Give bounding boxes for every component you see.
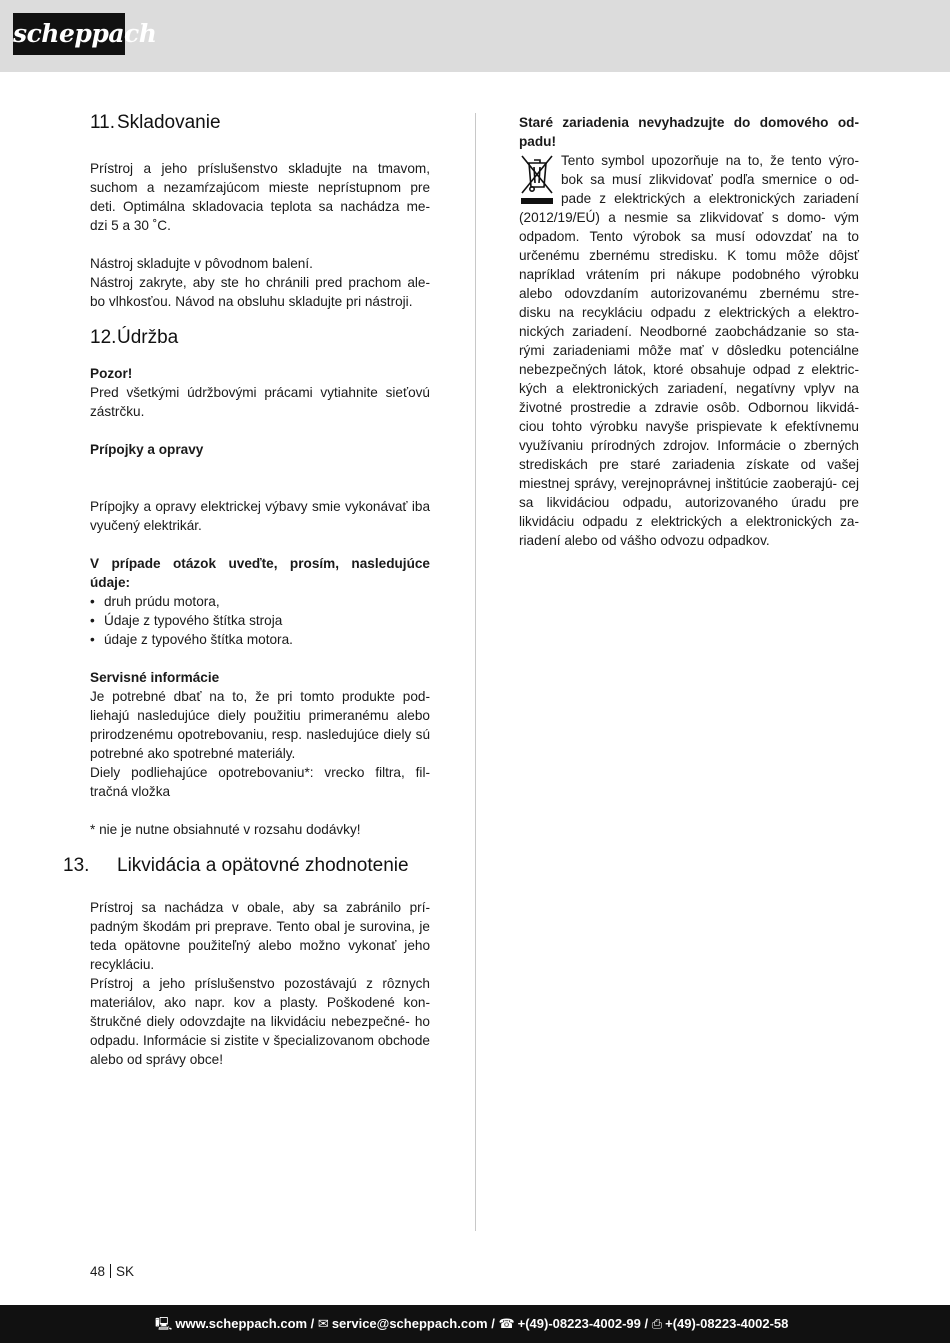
required-info-list — [90, 592, 430, 649]
list-item: • údaje z typového štítka motora. — [90, 630, 430, 649]
fax-number: +(49)-08223-4002-58 — [665, 1316, 789, 1331]
questions-heading: V prípade otázok uveďte, prosím, nasledujúce údaje: — [90, 556, 430, 590]
connections-text: Prípojky a opravy elektrickej výbavy smie vykonávať iba vyučený elektrikár. — [90, 499, 430, 533]
phone-number: +(49)-08223-4002-99 / — [517, 1316, 649, 1331]
storage-packaging-text: Nástroj skladujte v pôvodnom balení. — [90, 256, 313, 271]
page-footer — [0, 1305, 950, 1343]
weee-warning-heading: Staré zariadenia nevyhadzujte do domového od- padu! — [519, 115, 859, 149]
list-item: • Údaje z typového štítka stroja — [90, 611, 430, 630]
section-11-heading: 11. Skladovanie — [90, 112, 221, 133]
weee-description: Tento symbol upozorňuje na to, že tento výro- bok sa musí zlikvidovať podľa smernice o od- pade z elektrických a elektronických zariadení (2012/19/EÚ) a nesmie sa zlikvidovať s domo- vým odpadom. Tento výrobok sa musí odovzdať na to určenému zbernému stredisku. K tomu môže dôjsť napríklad vrátením pri nákupe podobného výrobku alebo odovzdaním autorizovanému zbernému stre- disku na recykláciu odpadu z elektrických a elektro- nických zariadení. Neodborné zaobchádzanie so sta- rými zariadeniami môže mať v dôsledku potenciálne nebezpečných látok, ktoré obsahuje odpad z elektric- kých a elektronických zariadení, negatívny vplyv na životné prostredie a zdravie osôb. Odbornou likvidá- ciou tohto výrobku navyše prispievate k efektívnemu využívaniu prírodných zdrojov. Informácie o zberných strediskách pre staré zariadenia získate od vašej miestnej správy, verejnoprávnej inštitúcie zaoberajú- cej sa likvidáciou odpadu, autorizovaného úradu pre likvidáciu odpadu z elektrických a elektronických za- riadení alebo od vášho odvozu odpadkov. — [519, 153, 859, 548]
page-header — [0, 0, 950, 72]
connections-heading: Prípojky a opravy — [90, 442, 204, 457]
disposal-packaging-text: Prístroj sa nachádza v obale, aby sa zabránilo prí- padným škodám pri preprave. Tento obal je surovina, je teda opätovne použiteľný alebo možno vykonať jeho recykláciu. — [90, 900, 430, 972]
column-divider — [475, 113, 476, 1231]
computer-icon: 🖳 — [155, 1316, 173, 1331]
list-item: • druh prúdu motora, — [90, 592, 430, 611]
service-info-text: Je potrebné dbať na to, že pri tomto produkte pod- liehajú nasledujúce diely použitiu primeranému alebo prirodzenému opotrebovaniu, resp. nasledujúce diely sú potrebné ako spotrebné materiály. — [90, 689, 430, 761]
section-13-heading: 13. Likvidácia a opätovné zhodnotenie — [63, 855, 409, 876]
caution-text: Pred všetkými údržbovými prácami vytiahnite sieťovú zástrčku. — [90, 385, 430, 419]
scheppach-logo: scheppach — [13, 13, 125, 55]
left-column — [63, 112, 430, 1069]
section-12-heading: 12.Údržba — [90, 327, 179, 348]
storage-cover-text: Nástroj zakryte, aby ste ho chránili pred prachom ale- bo vlhkosťou. Návod na obsluhu skladujte pri nástroji. — [90, 275, 430, 309]
footnote: * nie je nutne obsiahnuté v rozsahu dodávky! — [90, 822, 361, 837]
disposal-materials-text: Prístroj a jeho príslušenstvo pozostávajú z rôznych materiálov, ako napr. kov a plasty. Poškodené kon- štrukčné diely odovzdajte na likvidáciu nebezpečné- ho odpadu. Informácie si zistite v špecializovanom obchode alebo od správy obce! — [90, 976, 430, 1067]
wear-parts-text: Diely podliehajúce opotrebovaniu*: vrecko filtra, fil- tračná vložka — [90, 765, 430, 799]
phone-icon: ☎ — [498, 1316, 515, 1331]
service-info-heading: Servisné informácie — [90, 670, 220, 685]
right-column — [519, 113, 859, 550]
fax-icon: ⎙ — [651, 1316, 663, 1331]
email-icon: ✉ — [317, 1316, 329, 1331]
website-link[interactable]: www.scheppach.com / — [175, 1316, 315, 1331]
crossed-out-wheelie-bin-icon — [519, 153, 555, 205]
email-link[interactable]: service@scheppach.com / — [331, 1316, 495, 1331]
caution-label: Pozor! — [90, 366, 133, 381]
page-number: 48 SK — [90, 1264, 135, 1279]
storage-paragraph: Prístroj a jeho príslušenstvo skladujte na tmavom, suchom a nezamŕzajúcom mieste neprístupnom pre deti. Optimálna skladovacia teplota sa nachádza me- dzi 5 a 30 ˚C. — [90, 161, 430, 233]
